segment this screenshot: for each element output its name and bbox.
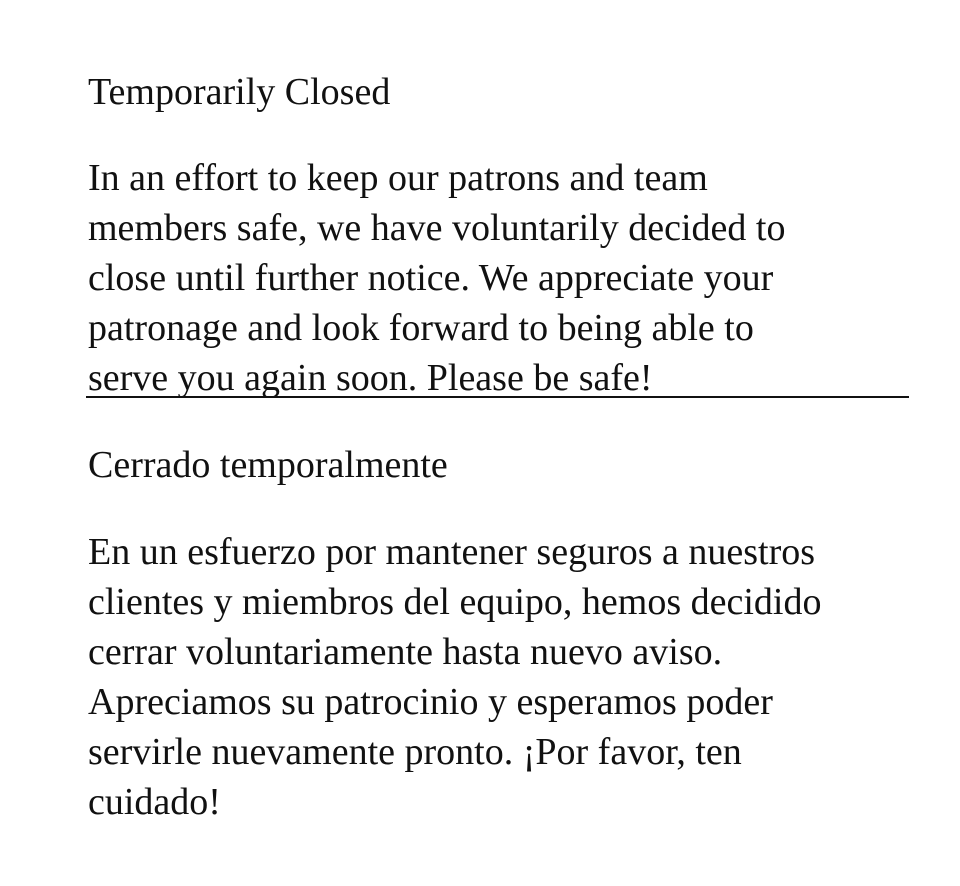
english-message-line-5: serve you again soon. Please be safe! (88, 357, 653, 399)
spanish-message-line-5: servirle nuevamente pronto. ¡Por favor, ten (88, 731, 742, 773)
spanish-message-line-1: En un esfuerzo por mantener seguros a nuestros (88, 531, 816, 573)
english-message-line-2: members safe, we have voluntarily decided to (88, 207, 786, 249)
section-divider (86, 396, 909, 398)
spanish-heading: Cerrado temporalmente (88, 444, 448, 486)
spanish-message-line-3: cerrar voluntariamente hasta nuevo aviso. (88, 631, 723, 673)
english-message (88, 153, 785, 403)
spanish-message-line-6: cuidado! (88, 781, 221, 823)
spanish-message-line-4: Apreciamos su patrocinio y esperamos poder (88, 681, 773, 723)
english-heading: Temporarily Closed (88, 71, 391, 113)
english-message-line-3: close until further notice. We appreciate your (88, 257, 774, 299)
spanish-message-line-2: clientes y miembros del equipo, hemos decidido (88, 581, 822, 623)
english-message-line-1: In an effort to keep our patrons and team (88, 157, 708, 199)
spanish-message (88, 527, 821, 827)
english-message-line-4: patronage and look forward to being able to (88, 307, 754, 349)
